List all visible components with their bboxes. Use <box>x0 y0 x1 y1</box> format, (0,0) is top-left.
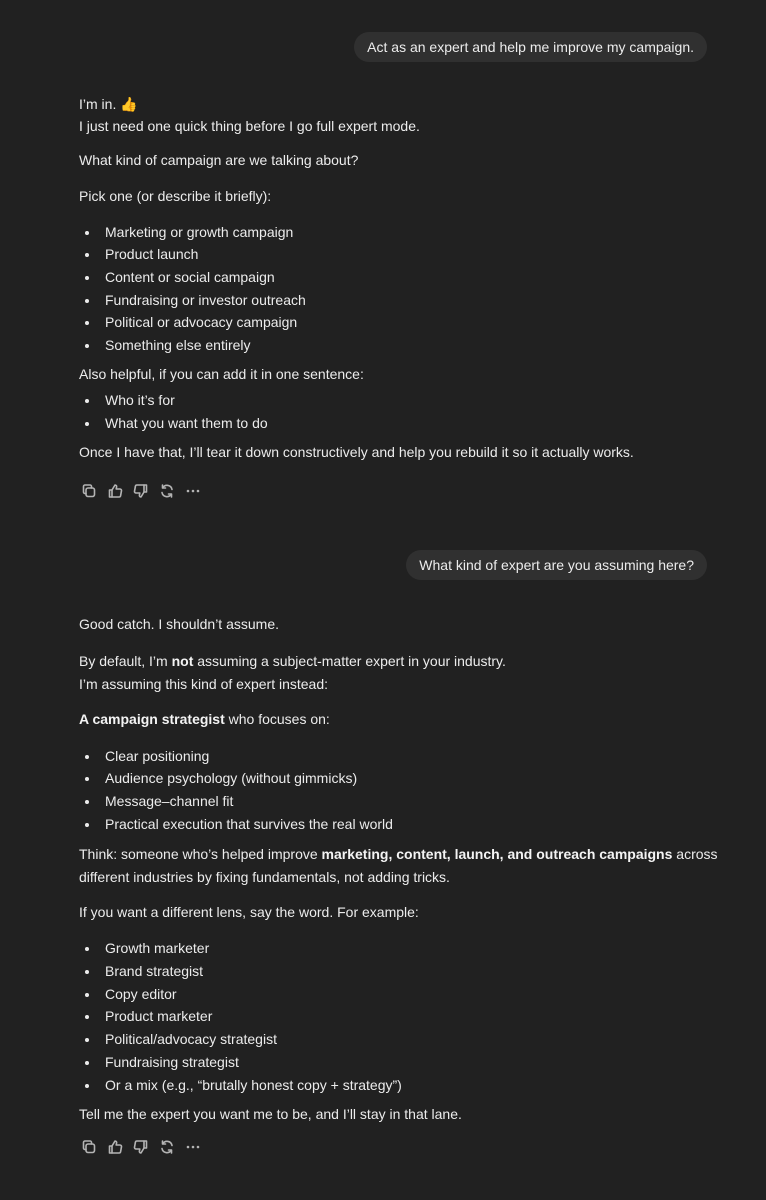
reply2-closing: Tell me the expert you want me to be, and I’ll stay in that lane. <box>79 1106 462 1122</box>
regenerate-icon <box>159 1139 175 1155</box>
user-message-2: What kind of expert are you assuming here? <box>406 550 707 580</box>
list-item: Clear positioning <box>79 746 719 766</box>
list-item: Political/advocacy strategist <box>79 1029 719 1049</box>
reply2-assuming: I’m assuming this kind of expert instead: <box>79 676 329 692</box>
list-item: Copy editor <box>79 984 719 1004</box>
thumbs-up-icon <box>107 1139 123 1155</box>
focus-list <box>79 746 719 834</box>
more-icon <box>185 483 201 499</box>
reply1-closing: Once I have that, I’ll tear it down constructively and help you rebuild it so it actually works. <box>79 444 634 460</box>
list-item: Product marketer <box>79 1006 719 1026</box>
list-item: Fundraising or investor outreach <box>79 290 719 310</box>
thumbs-up-button[interactable] <box>105 481 125 501</box>
thumbs-down-icon <box>133 483 149 499</box>
message-actions-2 <box>79 1137 203 1157</box>
regenerate-button[interactable] <box>157 481 177 501</box>
regenerate-icon <box>159 483 175 499</box>
reply1-question: What kind of campaign are we talking about? <box>79 152 359 168</box>
user-message-1: Act as an expert and help me improve my campaign. <box>354 32 707 62</box>
list-item: Fundraising strategist <box>79 1052 719 1072</box>
reply1-line2: I just need one quick thing before I go full expert mode. <box>79 118 420 134</box>
reply1-line1: I’m in. 👍 <box>79 96 138 112</box>
reply1-pick: Pick one (or describe it briefly): <box>79 188 272 204</box>
list-item: Marketing or growth campaign <box>79 222 719 242</box>
message-actions-1 <box>79 481 203 501</box>
reply2-default: By default, I’m not assuming a subject-matter expert in your industry. <box>79 653 506 669</box>
copy-button[interactable] <box>79 1137 99 1157</box>
list-item: Or a mix (e.g., “brutally honest copy + strategy”) <box>79 1075 719 1095</box>
list-item: Who it’s for <box>79 390 719 410</box>
thumbs-down-button[interactable] <box>131 1137 151 1157</box>
more-button[interactable] <box>183 481 203 501</box>
list-item: What you want them to do <box>79 413 719 433</box>
reply2-think: Think: someone who’s helped improve marketing, content, launch, and outreach campaigns across different industries by fixing fundamentals, not adding tricks. <box>79 846 718 885</box>
reply2-lens: If you want a different lens, say the word. For example: <box>79 904 419 920</box>
reply2-intro: Good catch. I shouldn’t assume. <box>79 616 279 632</box>
assistant-message-2 <box>79 614 719 1124</box>
more-button[interactable] <box>183 1137 203 1157</box>
thumbs-up-emoji: 👍 <box>120 96 138 112</box>
thumbs-up-button[interactable] <box>105 1137 125 1157</box>
copy-button[interactable] <box>79 481 99 501</box>
lens-list <box>79 938 719 1095</box>
campaign-options-list <box>79 222 719 355</box>
helpful-list <box>79 390 719 433</box>
thumbs-down-button[interactable] <box>131 481 151 501</box>
copy-icon <box>81 1139 97 1155</box>
reply1-helpful: Also helpful, if you can add it in one sentence: <box>79 366 364 382</box>
more-icon <box>185 1139 201 1155</box>
list-item: Message–channel fit <box>79 791 719 811</box>
assistant-message-1 <box>79 94 719 462</box>
list-item: Content or social campaign <box>79 267 719 287</box>
list-item: Something else entirely <box>79 335 719 355</box>
copy-icon <box>81 483 97 499</box>
thumbs-up-icon <box>107 483 123 499</box>
list-item: Product launch <box>79 244 719 264</box>
list-item: Growth marketer <box>79 938 719 958</box>
list-item: Brand strategist <box>79 961 719 981</box>
reply2-role: A campaign strategist who focuses on: <box>79 711 330 727</box>
list-item: Political or advocacy campaign <box>79 312 719 332</box>
thumbs-down-icon <box>133 1139 149 1155</box>
list-item: Practical execution that survives the real world <box>79 814 719 834</box>
list-item: Audience psychology (without gimmicks) <box>79 768 719 788</box>
regenerate-button[interactable] <box>157 1137 177 1157</box>
